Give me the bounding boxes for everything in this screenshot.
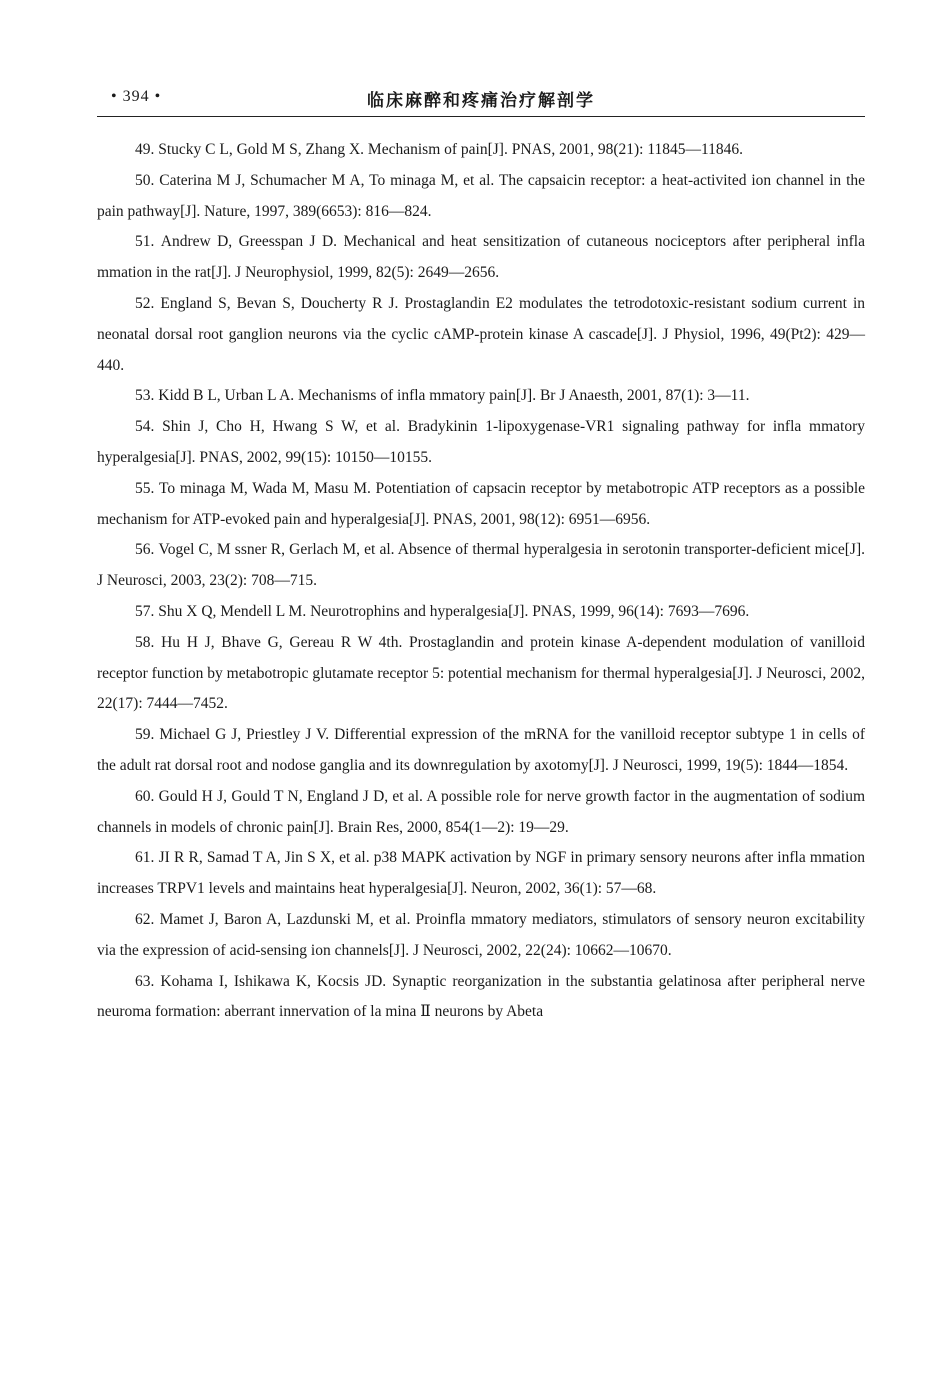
reference-number: 60. [135, 787, 155, 805]
reference-number: 52. [135, 294, 155, 312]
reference-number: 54. [135, 418, 155, 436]
reference-number: 57. [135, 602, 155, 620]
reference-list [97, 135, 865, 1028]
reference-text: Vogel C, M ssner R, Gerlach M, et al. Absence of thermal hyperalgesia in serotonin transporter-deficient mice[J]. J Neurosci, 2003, 23(2): 708—715. [97, 541, 865, 590]
reference-item [97, 720, 865, 782]
page-number: • 394 • [111, 88, 162, 105]
reference-number: 53. [135, 387, 155, 405]
reference-number: 50. [135, 171, 155, 189]
reference-text: Caterina M J, Schumacher M A, To minaga M, et al. The capsaicin receptor: a heat-activited ion channel in the pain pathway[J]. Nature, 1997, 389(6653): 816—824. [97, 171, 866, 220]
journal-title: 临床麻醉和疼痛治疗解剖学 [367, 91, 595, 111]
reference-text: Kohama I, Ishikawa K, Kocsis JD. Synaptic reorganization in the substantia gelatinosa after peripheral nerve neuroma formation: aberrant innervation of la mina Ⅱ neurons by Abeta [97, 972, 866, 1021]
reference-item [97, 227, 865, 289]
reference-number: 59. [135, 726, 155, 744]
reference-item [97, 166, 865, 228]
reference-text: Andrew D, Greesspan J D. Mechanical and heat sensitization of cutaneous nociceptors after peripheral infla mmation in the rat[J]. J Neurophysiol, 1999, 82(5): 2649—2656. [97, 233, 865, 282]
reference-number: 61. [135, 849, 155, 867]
reference-text: England S, Bevan S, Doucherty R J. Prostaglandin E2 modulates the tetrodotoxic-resistant sodium current in neonatal dorsal root ganglion neurons via the cyclic cAMP-protein kinase A cascade[J]. J Physiol, 1996, 49(Pt2): 429—440. [97, 294, 866, 374]
reference-item [97, 628, 865, 720]
reference-item [97, 843, 865, 905]
reference-item [97, 905, 865, 967]
reference-item [97, 412, 865, 474]
reference-text: Gould H J, Gould T N, England J D, et al. A possible role for nerve growth factor in the augmentation of sodium channels in models of chronic pain[J]. Brain Res, 2000, 854(1—2): 19—29. [97, 787, 865, 836]
reference-item [97, 381, 865, 412]
reference-text: Shu X Q, Mendell L M. Neurotrophins and hyperalgesia[J]. PNAS, 1999, 96(14): 7693—7696. [158, 602, 750, 620]
reference-number: 63. [135, 972, 155, 990]
reference-text: Kidd B L, Urban L A. Mechanisms of infla mmatory pain[J]. Br J Anaesth, 2001, 87(1): 3—11. [158, 387, 750, 405]
reference-item [97, 135, 865, 166]
reference-text: Hu H J, Bhave G, Gereau R W 4th. Prostaglandin and protein kinase A-dependent modulation of vanilloid receptor function by metabotropic glutamate receptor 5: potential mechanism for thermal hyperalgesia[J]. J Neurosci, 2002, 22(17): 7444—7452. [97, 633, 865, 713]
reference-number: 56. [135, 541, 155, 559]
reference-item [97, 289, 865, 381]
reference-item [97, 597, 865, 628]
reference-text: JI R R, Samad T A, Jin S X, et al. p38 MAPK activation by NGF in primary sensory neurons after infla mmation increases TRPV1 levels and maintains heat hyperalgesia[J]. Neuron, 2002, 36(1): 57—68. [97, 849, 866, 898]
reference-item [97, 474, 865, 536]
reference-text: To minaga M, Wada M, Masu M. Potentiation of capsacin receptor by metabotropic ATP receptors as a possible mechanism for ATP-evoked pain and hyperalgesia[J]. PNAS, 2001, 98(12): 6951—6956. [97, 479, 866, 528]
reference-text: Stucky C L, Gold M S, Zhang X. Mechanism of pain[J]. PNAS, 2001, 98(21): 11845—11846. [158, 141, 744, 158]
reference-text: Shin J, Cho H, Hwang S W, et al. Bradykinin 1-lipoxygenase-VR1 signaling pathway for infla mmatory hyperalgesia[J]. PNAS, 2002, 99(15): 10150—10155. [97, 418, 866, 466]
reference-item [97, 535, 865, 597]
reference-number: 55. [135, 479, 155, 497]
reference-item [97, 782, 865, 844]
reference-number: 62. [135, 910, 155, 928]
reference-text: Michael G J, Priestley J V. Differential expression of the mRNA for the vanilloid receptor subtype 1 in cells of the adult rat dorsal root and nodose ganglia and its downregulation by axotomy[J]. J Neurosci, 1999, 19(5): 1844—1854. [97, 726, 865, 774]
page-header [97, 86, 865, 117]
reference-number: 49. [135, 141, 155, 158]
reference-item [97, 967, 865, 1029]
reference-text: Mamet J, Baron A, Lazdunski M, et al. Proinfla mmatory mediators, stimulators of sensory neuron excitability via the expression of acid-sensing ion channels[J]. J Neurosci, 2002, 22(24): 10662—10670. [97, 910, 865, 959]
reference-number: 58. [135, 633, 155, 651]
reference-number: 51. [135, 233, 155, 251]
